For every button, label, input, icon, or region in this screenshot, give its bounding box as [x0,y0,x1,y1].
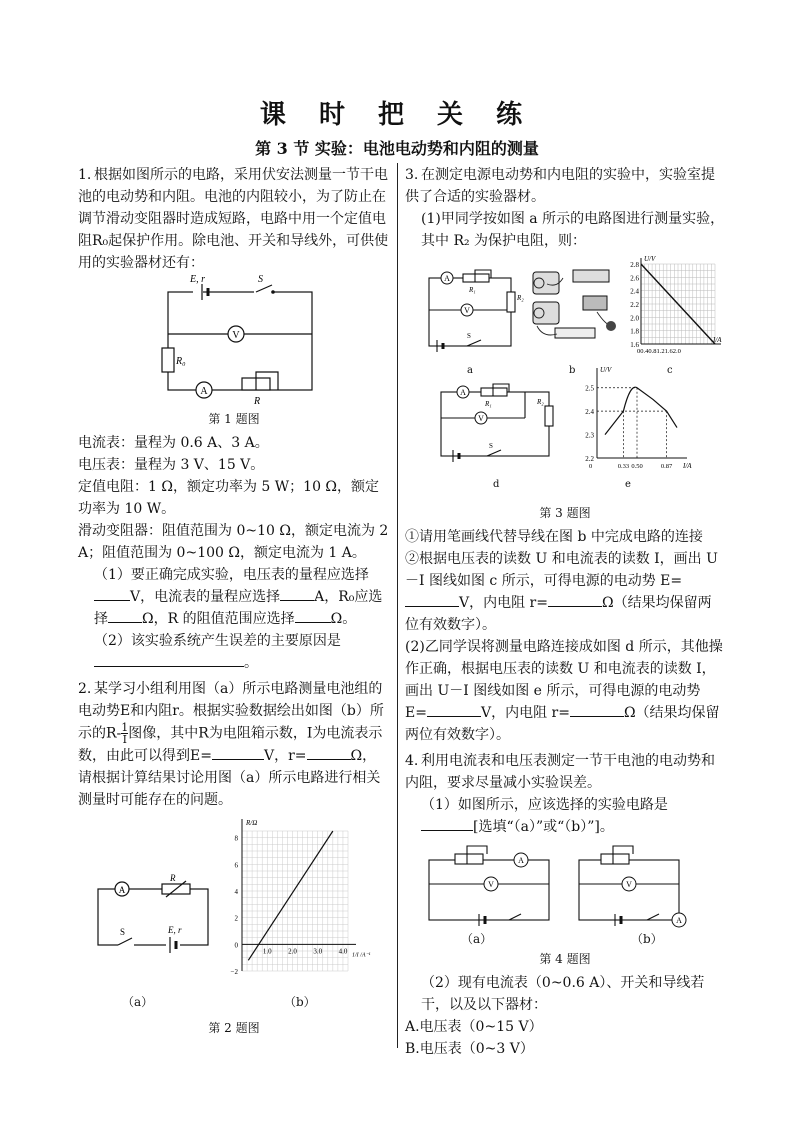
svg-text:S: S [120,927,126,937]
right-column [405,164,725,1060]
figure-caption-q1: 第 1 题图 [208,412,260,426]
svg-text:A: A [460,388,466,397]
q3-item1: ①请用笔画线代替导线在图 b 中完成电路的连接 [405,529,703,545]
svg-text:R₂: R₂ [517,294,524,302]
q3-graph-e [573,362,693,478]
q2-figures [78,811,390,1015]
answer-blank[interactable] [421,816,473,831]
answer-blank[interactable] [94,652,244,667]
q3-graph-c [619,252,725,364]
y-tick-label: 2.5 [585,384,594,393]
data-line [248,831,333,960]
fig-label-c: c [667,365,673,376]
switch-label: S [258,274,263,285]
svg-text:S: S [467,332,471,340]
fig-label-b: b [569,365,576,376]
q4-circuit-b [571,842,707,924]
q3-part1-stem: (1)甲同学按如图 a 所示的电路图进行测量实验，其中 R₂ 为保护电阻，则： [421,211,725,249]
material-ammeter: 电流表：量程为 0.6 A、3 A。 [78,435,269,451]
x-tick-label: 3.0 [313,947,323,956]
x-tick-label: 00.40.81.21.62.0 [637,348,681,355]
q1-part1: （1）要正确完成实验，电压表的量程应选择V，电流表的量程应选择 A，R₀应选择 Ω，R 的阻值范围应选择 Ω。 [94,567,383,627]
y-axis-label: U/V [600,366,612,374]
svg-text:R: R [170,873,176,883]
y-tick-label: 2.3 [585,431,594,440]
y-tick-label: 2.0 [630,314,639,323]
y-tick-label: 2.6 [630,274,639,283]
ammeter-label: A [200,386,208,397]
answer-blank[interactable] [307,745,351,760]
x-tick-label: 4.0 [338,947,348,956]
x-tick-label: 0.33 [617,463,630,470]
x-axis-label: I/A [713,336,722,344]
y-tick-label: 2.2 [630,301,639,309]
battery-label: E, r [190,274,205,285]
q4-figures [405,838,725,946]
x-axis-label: 1/I /A⁻¹ [352,952,371,959]
question-4-stem: 4. 利用电流表和电压表测定一节干电池的电动势和内阻，要求尽量减小实验误差。 [405,753,715,791]
x-tick-label: 0.87 [660,463,673,470]
material-rheostat: 滑动变阻器：阻值范围为 0~10 Ω，额定电流为 2 A；阻值范围为 0~100 Ω，额定电流为 1 A。 [78,523,389,561]
x-tick-label: 0.50 [631,463,643,470]
y-axis-label: R/Ω [246,819,258,827]
answer-blank[interactable] [280,586,314,601]
fig-label-d: d [493,479,500,490]
q3-circuit-a [423,270,527,358]
x-tick-label: 1.0 [262,947,272,956]
y-tick-label: 2.4 [630,287,639,296]
q4-part1: （1）如图所示，应该选择的实验电路是 [选填“（a）”或“（b）”]。 [421,797,668,835]
svg-text:A: A [518,856,524,865]
svg-text:V: V [626,880,632,889]
y-tick-label: 2.8 [630,261,639,269]
answer-blank[interactable] [548,592,602,607]
left-column [78,164,390,1041]
y-tick-label: 8 [234,834,238,843]
rheostat-label: R [254,396,261,407]
q3-part2: (2)乙同学误将测量电路连接成如图 d 所示，其他操作正确，根据电压表的读数 U 和电流表的读数 I，画出 U－I 图线如图 e 所示，可得电源的电动势 E= V，内电阻 r= Ω（结果均保留两位有效数字）。 [405,639,723,743]
fig-label-b: （b） [284,995,316,1009]
answer-blank[interactable] [212,745,264,760]
figure-caption-q3: 第 3 题图 [539,506,591,520]
material-fixed-resistor: 定值电阻：1 Ω，额定功率为 5 W；10 Ω，额定功率为 10 W。 [78,479,380,517]
svg-text:R₂: R₂ [537,398,544,406]
x-axis-label: I/A [683,462,692,470]
question-1-stem: 1. 根据如图所示的电路，采用伏安法测量一节干电池的电动势和内阻。电池的内阻较小，为了防止在调节滑动变阻器时造成短路，电路中用一个定值电阻R₀起保护作用。除电池、开关和导线外，可供使用的实验器材还有： [78,167,389,271]
q2-circuit-a [78,875,218,971]
fig-label-a: （a） [461,932,493,946]
y-tick-label: 6 [234,861,238,870]
y-tick-label: 2.2 [585,455,594,463]
q3-equipment-photo-b [527,268,619,346]
fig-label-a: a [467,365,473,376]
answer-blank[interactable] [570,702,624,717]
q4-circuit-a [421,842,557,924]
q3-circuit-d [435,380,555,468]
svg-text:A: A [118,885,126,895]
question-2-stem: 2. 某学习小组利用图（a）所示电路测量电池组的电动势E和内阻r。根据实验数据绘出如图（b）所示的R- $\frac{1}{I}$ 图像，其中R为电阻箱示数，I为电流表示数，由此可以得到E= V，r= Ω，请根据计算结果讨论用图（a）所示电路进行相关测量时可能存在的问题。 [78,681,384,808]
svg-text:A: A [676,916,682,925]
svg-text:S: S [489,442,493,450]
option-a: A.电压表（0~15 V） [405,1019,543,1035]
q2-graph-b [216,811,371,987]
figure-caption-q4: 第 4 题图 [539,952,591,966]
svg-text:V: V [464,306,470,315]
y-tick-label: −2 [230,968,238,976]
answer-blank[interactable] [108,608,142,623]
section-title: 第 3 节 实验：电池电动势和内阻的测量 [255,139,539,158]
svg-text:R₁: R₁ [485,400,492,408]
answer-blank[interactable] [427,702,481,717]
q3-item2: ②根据电压表的读数 U 和电流表的读数 I，画出 U－I 图线如图 c 所示，可得电源的电动势 E=V，内电阻 r= Ω（结果均保留两位有效数字）。 [405,551,718,633]
material-voltmeter: 电压表：量程为 3 V、15 V。 [78,457,265,473]
q3-figures [405,252,725,500]
svg-text:V: V [488,880,494,889]
y-tick-label: 4 [234,888,238,896]
y-tick-label: 2.4 [585,408,594,417]
q1-part2: （2）该实验系统产生误差的主要原因是。 [94,633,341,671]
y-tick-label: 1.6 [630,341,639,349]
figure-caption-q2: 第 2 题图 [208,1021,260,1035]
svg-text:R₁: R₁ [469,286,476,294]
answer-blank[interactable] [295,608,331,623]
column-divider [397,163,398,1048]
x-tick-label: 0 [589,463,593,470]
page-title: 课 时 把 关 练 [259,100,535,130]
x-tick-label: 2.0 [288,947,297,956]
fig-label-b: （b） [631,932,663,946]
y-axis-label: U/V [644,255,656,263]
y-tick-label: 1.8 [630,327,639,336]
question-3-stem: 3. 在测定电源电动势和内电阻的实验中，实验室提供了合适的实验器材。 [405,167,715,205]
q1-circuit-diagram [78,274,390,406]
y-tick-label: 0 [234,941,238,950]
svg-text:A: A [444,274,450,283]
svg-text:E, r: E, r [168,925,182,935]
q4-part2: （2）现有电流表（0~0.6 A）、开关和导线若干，以及以下器材： [421,975,705,1013]
voltmeter-label: V [232,330,240,341]
svg-text:V: V [478,414,484,423]
y-tick-label: 2 [234,914,238,923]
answer-blank[interactable] [94,586,130,601]
fig-label-a: （a） [122,995,154,1009]
fig-label-e: e [625,479,631,490]
option-b: B.电压表（0~3 V） [405,1041,534,1057]
answer-blank[interactable] [405,592,459,607]
resistor-r0-label: R₀ [176,356,186,367]
